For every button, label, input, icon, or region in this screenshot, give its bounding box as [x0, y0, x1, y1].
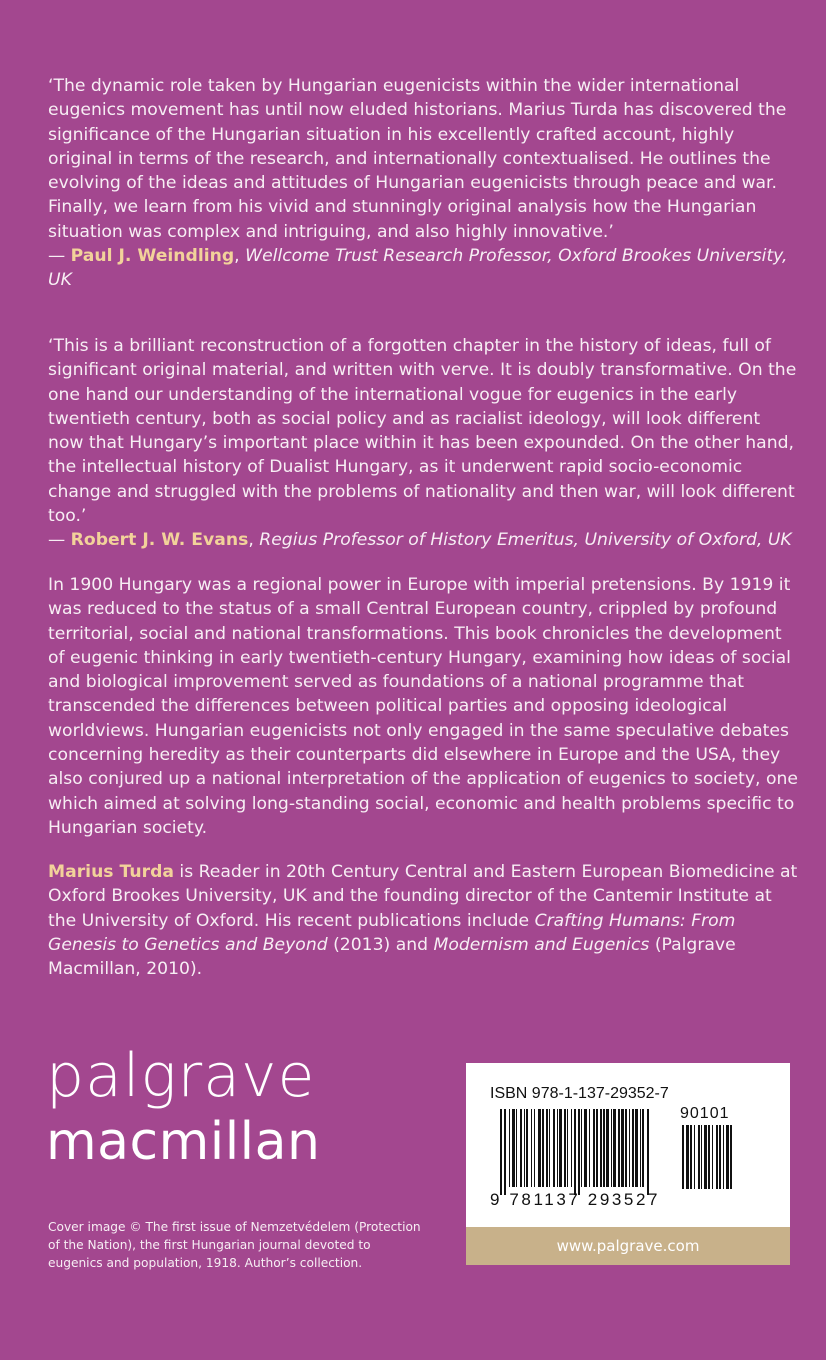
- barcode-bar: [600, 1109, 602, 1187]
- barcode-bar: [606, 1109, 609, 1187]
- barcode-bar: [603, 1109, 605, 1187]
- book-description: [48, 573, 798, 840]
- bio-name: Marius Turda: [48, 862, 174, 882]
- bio-book-1: Crafting Humans: From Genesis to Genetics and Beyond: [48, 910, 736, 955]
- barcode-bar: [520, 1109, 522, 1187]
- barcode-bar: [621, 1109, 624, 1187]
- quote-dash: —: [48, 530, 71, 551]
- barcode-bar: [708, 1125, 710, 1189]
- bio-text-3: (Palgrave Macmillan, 2010).: [48, 934, 736, 980]
- isbn-barcode: [466, 1063, 790, 1227]
- barcode-bar: [546, 1109, 548, 1187]
- barcode-bar: [534, 1109, 535, 1187]
- barcode-bar: [682, 1125, 684, 1189]
- logo-line-2: macmillan: [46, 1112, 321, 1172]
- quote-affiliation: Regius Professor of History Emeritus, University of Oxford, UK: [259, 530, 792, 551]
- barcode-bar: [596, 1109, 598, 1187]
- barcode-bar: [686, 1125, 689, 1189]
- quote-sep: ,: [248, 530, 260, 551]
- quote-dash: —: [48, 246, 71, 267]
- barcode-bar: [723, 1125, 724, 1189]
- barcode-bar: [516, 1109, 517, 1187]
- isbn-text: ISBN 978-1-137-29352-7: [490, 1085, 669, 1102]
- barcode-bar: [578, 1109, 580, 1195]
- barcode-bar: [553, 1109, 555, 1187]
- barcode-bar: [635, 1109, 638, 1187]
- quote-weindling: [48, 74, 798, 293]
- barcode-bar: [632, 1109, 634, 1187]
- publisher-logo: [46, 1041, 321, 1172]
- barcode-bar: [640, 1109, 641, 1187]
- barcode-bar: [613, 1109, 616, 1187]
- barcode-bar: [589, 1109, 590, 1187]
- barcode-bar: [512, 1109, 515, 1187]
- barcode-bar: [538, 1109, 541, 1187]
- bio-book-2: Modernism and Eugenics: [433, 934, 650, 955]
- barcode-bar: [730, 1125, 732, 1189]
- barcode-bar: [647, 1109, 649, 1195]
- description-text: In 1900 Hungary was a regional power in Europe with imperial pretensions. By 1919 it was reduced to the status of a small Central European country, crippled by profound territorial, social and national transformations. This book chronicles the development of eugenic thinking in early twentieth-century Hungary, examining how ideas of social and biological improvement served as foundations of a national programme that transcended the differences between political parties and opposing ideological worldviews. Hungarian eugenicists not only engaged in the same speculative debates concerning heredity as their counterparts did elsewhere in Europe and the USA, they also conjured up a national interpretation of the application of eugenics to society, one which aimed at solving long-standing social, economic and health problems specific to Hungarian society.: [48, 575, 798, 838]
- barcode-bar: [690, 1125, 692, 1189]
- barcode-bar: [557, 1109, 558, 1187]
- barcode-digits: 9 781137 293527: [490, 1190, 661, 1209]
- barcode-bar: [549, 1109, 550, 1187]
- barcode-bar: [629, 1109, 630, 1187]
- cover-image-credit: Cover image © The first issue of Nemzetvédelem (Protection of the Nation), the first Hungarian journal devoted to eugenics and population, 1918. Author’s collection.: [48, 1220, 421, 1270]
- quote-evans: [48, 334, 798, 553]
- barcode-bar: [559, 1109, 562, 1187]
- author-bio: [48, 860, 798, 981]
- barcode-bar: [642, 1109, 644, 1187]
- barcode-addon-bars: [682, 1125, 766, 1195]
- quote-text: ‘The dynamic role taken by Hungarian eugenicists within the wider international eugenics movement has until now eluded historians. Marius Turda has discovered the significance of the Hungarian situation in his excellently crafted account, highly original in terms of the research, and internationally contextualised. He outlines the evolving of the ideas and attitudes of Hungarian eugenicists through peace and war. Finally, we learn from his vivid and stunningly original analysis how the Hungarian situation was complex and intriguing, and also highly innovative.’: [48, 76, 787, 242]
- barcode-bar: [701, 1125, 702, 1189]
- barcode-bar: [567, 1109, 568, 1187]
- quote-sep: ,: [234, 246, 246, 267]
- barcode-bar: [716, 1125, 718, 1189]
- barcode-bar: [509, 1109, 510, 1187]
- barcode-bar: [625, 1109, 627, 1187]
- logo-line-1: palgrave: [46, 1041, 316, 1111]
- barcode-addon-number: 90101: [680, 1105, 730, 1122]
- quote-author: Robert J. W. Evans: [70, 530, 249, 551]
- barcode-bar: [704, 1125, 707, 1189]
- barcode-main-bars: [500, 1109, 670, 1195]
- quote-affiliation: Wellcome Trust Research Professor, Oxford Brookes University, UK: [48, 246, 788, 291]
- barcode-bar: [524, 1109, 525, 1187]
- barcode-bar: [694, 1125, 695, 1189]
- barcode-bar: [574, 1109, 576, 1195]
- bio-text-1: is Reader in 20th Century Central and Eastern European Biomedicine at Oxford Brookes University, UK and the founding director of the Cantemir Institute at the University of Oxford. His recent publications include: [48, 862, 798, 931]
- barcode-bar: [542, 1109, 544, 1187]
- barcode-bar: [611, 1109, 612, 1187]
- barcode-bar: [500, 1109, 502, 1195]
- barcode-bar: [719, 1125, 721, 1189]
- barcode-bar: [618, 1109, 620, 1187]
- barcode-bar: [593, 1109, 595, 1187]
- bio-text-2: (2013) and: [327, 934, 434, 955]
- barcode-bar: [571, 1109, 572, 1187]
- barcode-bar: [584, 1109, 587, 1187]
- barcode-bar: [531, 1109, 532, 1187]
- barcode-bar: [526, 1109, 528, 1187]
- publisher-url: www.palgrave.com: [466, 1227, 790, 1265]
- barcode-bar: [504, 1109, 506, 1195]
- barcode-bar: [698, 1125, 700, 1189]
- barcode-bar: [712, 1125, 713, 1189]
- quote-text: ‘This is a brilliant reconstruction of a forgotten chapter in the history of ideas, full of significant original material, and written with verve. It is doubly transformative. On the one hand our understanding of the international vogue for eugenics in the early twentieth century, both as social policy and as racialist ideology, will look different now that Hungary’s important place within it has been expounded. On the other hand, the intellectual history of Dualist Hungary, as it underwent rapid socio-economic change and struggled with the problems of nationality and then war, will look different too.’: [48, 336, 797, 527]
- barcode-bar: [564, 1109, 566, 1187]
- quote-author: Paul J. Weindling: [70, 246, 235, 267]
- barcode-bar: [726, 1125, 729, 1189]
- barcode-bar: [581, 1109, 582, 1187]
